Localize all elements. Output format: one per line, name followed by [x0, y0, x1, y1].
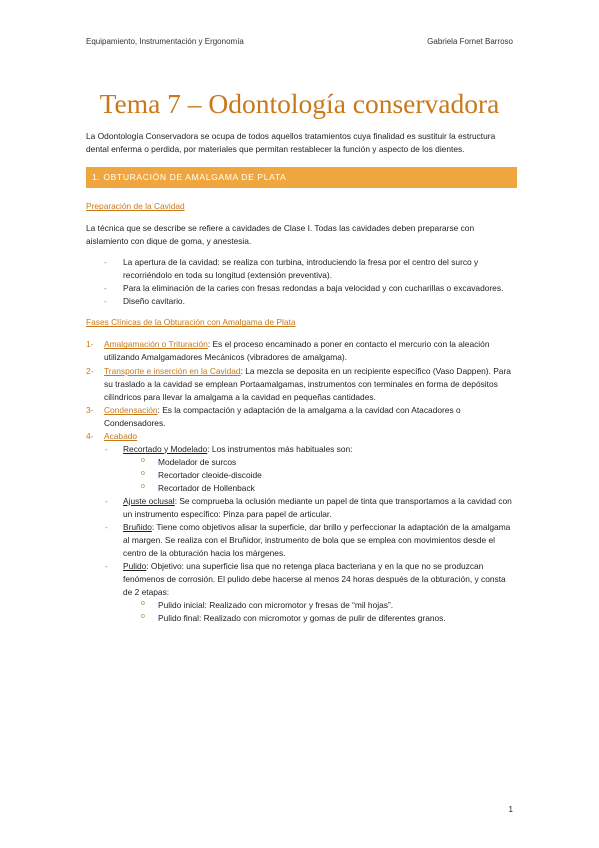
- acabado-term: Bruñido: [123, 521, 152, 532]
- page-title: Tema 7 – Odontología conservadora: [99, 88, 500, 119]
- phase-number: 2-: [86, 365, 94, 376]
- acabado-text: : Los instrumentos más habituales son:: [207, 443, 353, 454]
- subheading-preparation: Preparación de la Cavidad: [86, 201, 185, 212]
- acabado-list: [104, 443, 517, 625]
- acabado-item-pulido: [104, 560, 517, 625]
- phase-number: 3-: [86, 404, 94, 415]
- header-author: Gabriela Fornet Barroso: [427, 37, 513, 46]
- acabado-term: Ajuste oclusal: [123, 495, 175, 506]
- acabado-item-brunido: [104, 521, 517, 560]
- subheading-phases: Fases Clínicas de la Obturación con Amalgama de Plata: [86, 317, 296, 328]
- phase-text: : Es la compactación y adaptación de la amalgama a la cavidad con Atacadores o Condensadores.: [104, 404, 461, 428]
- acabado-text: : Se comprueba la oclusión mediante un papel de tinta que transportamos a la cavidad con un instrumento específico: Pinza para papel de articular.: [123, 495, 512, 519]
- circle-bullet-icon: o: [141, 599, 145, 607]
- preparation-list: [86, 256, 517, 308]
- list-item: [123, 456, 517, 469]
- circle-bullet-icon: o: [141, 469, 145, 477]
- intro-paragraph: La Odontología Conservadora se ocupa de todos aquellos tratamientos cuya finalidad es sustituir la estructura dental enferma o perdida, por materiales que permitan restablecer la función y aspecto de los dientes.: [86, 131, 496, 155]
- list-item-text: Modelador de surcos: [158, 456, 237, 467]
- list-item: - La apertura de la cavidad: se realiza con turbina, introduciendo la fresa por el centro del surco y recorriéndolo en toda su longitud (extensión preventiva).: [86, 256, 517, 282]
- list-item-text: Recortador cleoide-discoide: [158, 469, 262, 480]
- phases-list: [86, 338, 517, 624]
- acabado-item-recortado: [104, 443, 517, 495]
- acabado-term: Recortado y Modelado: [123, 443, 208, 454]
- phase-item: [86, 338, 517, 364]
- list-item: [123, 612, 517, 625]
- list-item-text: Pulido inicial: Realizado con micromotor y fresas de “mil hojas”.: [158, 599, 394, 610]
- circle-bullet-icon: o: [141, 612, 145, 620]
- acabado-text: : Tiene como objetivos alisar la superficie, dar brillo y perfeccionar la adaptación de la amalgama al margen. Se realiza con el Bruñidor, instrumento de bola que se emplea con movimientos desde el centro de la obturación hacia los márgenes.: [123, 521, 511, 558]
- header-subject: Equipamiento, Instrumentación y Ergonomía: [86, 37, 244, 46]
- list-item: [123, 482, 517, 495]
- preparation-paragraph: La técnica que se describe se refiere a cavidades de Clase I. Todas las cavidades deben prepararse con aislamiento con dique de goma, y anestesia.: [86, 223, 475, 247]
- phase-item: [86, 365, 517, 404]
- section-heading: 1. OBTURACIÓN DE AMALGAMA DE PLATA: [86, 167, 517, 188]
- list-item-text: Recortador de Hollenback: [158, 482, 255, 493]
- polishing-list: [123, 599, 517, 625]
- circle-bullet-icon: o: [141, 456, 145, 464]
- list-item: [123, 599, 517, 612]
- list-item-text: Pulido final: Realizado con micromotor y gomas de pulir de diferentes granos.: [158, 612, 446, 623]
- acabado-term: Pulido: [123, 560, 147, 571]
- list-item: - Para la eliminación de la caries con fresas redondas a baja velocidad y con cucharillas o excavadores.: [86, 282, 517, 295]
- phase-item: [86, 430, 517, 625]
- phase-term: Transporte e inserción en la Cavidad: [104, 365, 241, 376]
- list-item: [123, 469, 517, 482]
- phase-term: Amalgamación o Trituración: [104, 339, 208, 350]
- phase-number: 1-: [86, 339, 94, 350]
- page-number: 1: [508, 805, 513, 814]
- acabado-text: : Objetivo: una superficie lisa que no retenga placa bacteriana y en la que no se produzcan fenómenos de corrosión. El pulido debe hacerse al menos 24 horas después de la obturación, y consta de 2 etapas:: [123, 560, 506, 597]
- acabado-item-ajuste: [104, 495, 517, 521]
- phase-item: [86, 404, 517, 430]
- phase-text: : La mezcla se deposita en un recipiente específico (Vaso Dappen). Para su traslado a la cavidad se emplean Portaamalgamas, instrumentos con terminales en forma de depósitos cilíndricos para llevar la amalgama a la cavidad en pequeñas cantidades.: [104, 365, 511, 402]
- circle-bullet-icon: o: [141, 482, 145, 490]
- document-body: [86, 130, 517, 625]
- phase-text: : Es el proceso encaminado a poner en contacto el mercurio con la aleación utilizando Amalgamadores Mecánicos (vibradores de amalgama).: [104, 339, 490, 363]
- page-header: [86, 36, 513, 48]
- instrument-list: [123, 456, 517, 495]
- phase-term: Condensación: [104, 404, 158, 415]
- phase-number: 4-: [86, 430, 94, 441]
- phase-term: Acabado: [104, 430, 138, 441]
- list-item: - Diseño cavitario.: [86, 295, 517, 308]
